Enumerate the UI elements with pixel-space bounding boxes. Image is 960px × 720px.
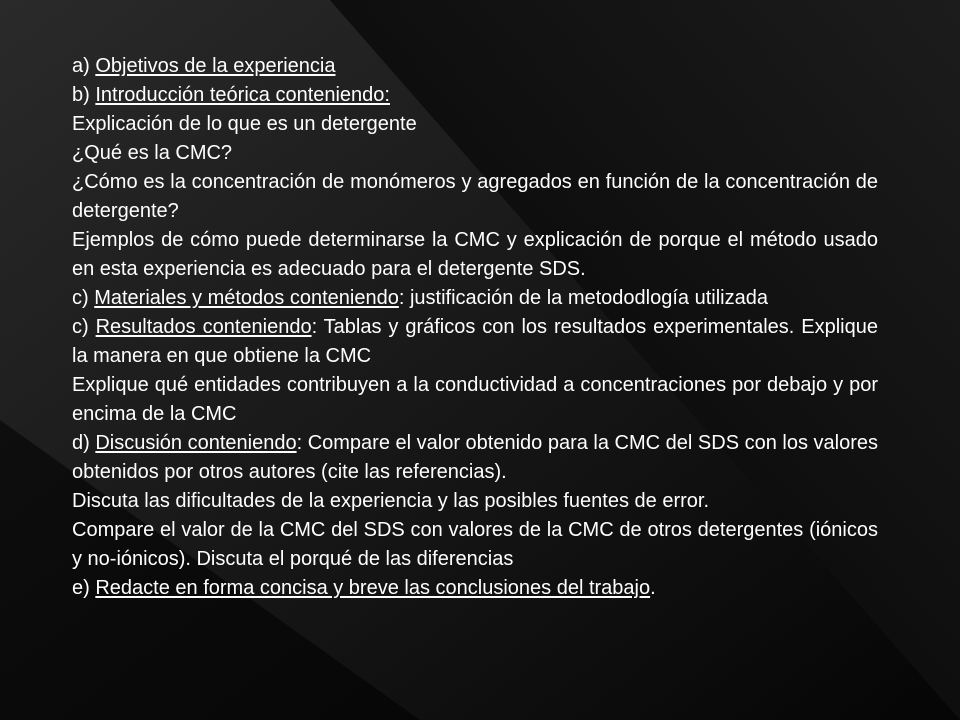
- paragraph: Compare el valor de la CMC del SDS con valores de la CMC de otros detergentes (iónicos y no-iónicos). Discuta el porqué de las diferencias: [72, 519, 878, 570]
- paragraph: Discuta las dificultades de la experiencia y las posibles fuentes de error.: [72, 490, 710, 512]
- underlined-heading: Objetivos de la experiencia: [95, 55, 336, 77]
- underlined-heading: Resultados conteniendo: [95, 316, 312, 338]
- underlined-heading: Redacte en forma concisa y breve las conclusiones del trabajo: [95, 577, 651, 599]
- paragraph: ¿Cómo es la concentración de monómeros y agregados en función de la concentración de detergente?: [72, 171, 878, 222]
- paragraph: Ejemplos de cómo puede determinarse la CMC y explicación de porque el método usado en esta experiencia es adecuado para el detergente SDS.: [72, 229, 878, 280]
- paragraph: Explicación de lo que es un detergente: [72, 113, 417, 135]
- slide-text-body: [72, 52, 878, 603]
- paragraph: a) Objetivos de la experiencia: [72, 55, 336, 77]
- paragraph: b) Introducción teórica conteniendo:: [72, 84, 390, 106]
- paragraph: d) Discusión conteniendo: Compare el valor obtenido para la CMC del SDS con los valores obtenidos por otros autores (cite las referencias).: [72, 432, 878, 483]
- paragraph: e) Redacte en forma concisa y breve las conclusiones del trabajo.: [72, 577, 656, 599]
- underlined-heading: Introducción teórica conteniendo:: [95, 84, 390, 106]
- paragraph: ¿Qué es la CMC?: [72, 142, 233, 164]
- paragraph: Explique qué entidades contribuyen a la conductividad a concentraciones por debajo y por encima de la CMC: [72, 374, 878, 425]
- paragraph: c) Resultados conteniendo: Tablas y gráficos con los resultados experimentales. Explique la manera en que obtiene la CMC: [72, 316, 878, 367]
- paragraph: c) Materiales y métodos conteniendo: justificación de la metododlogía utilizada: [72, 287, 768, 309]
- underlined-heading: Discusión conteniendo: [95, 432, 297, 454]
- underlined-heading: Materiales y métodos conteniendo: [94, 287, 399, 309]
